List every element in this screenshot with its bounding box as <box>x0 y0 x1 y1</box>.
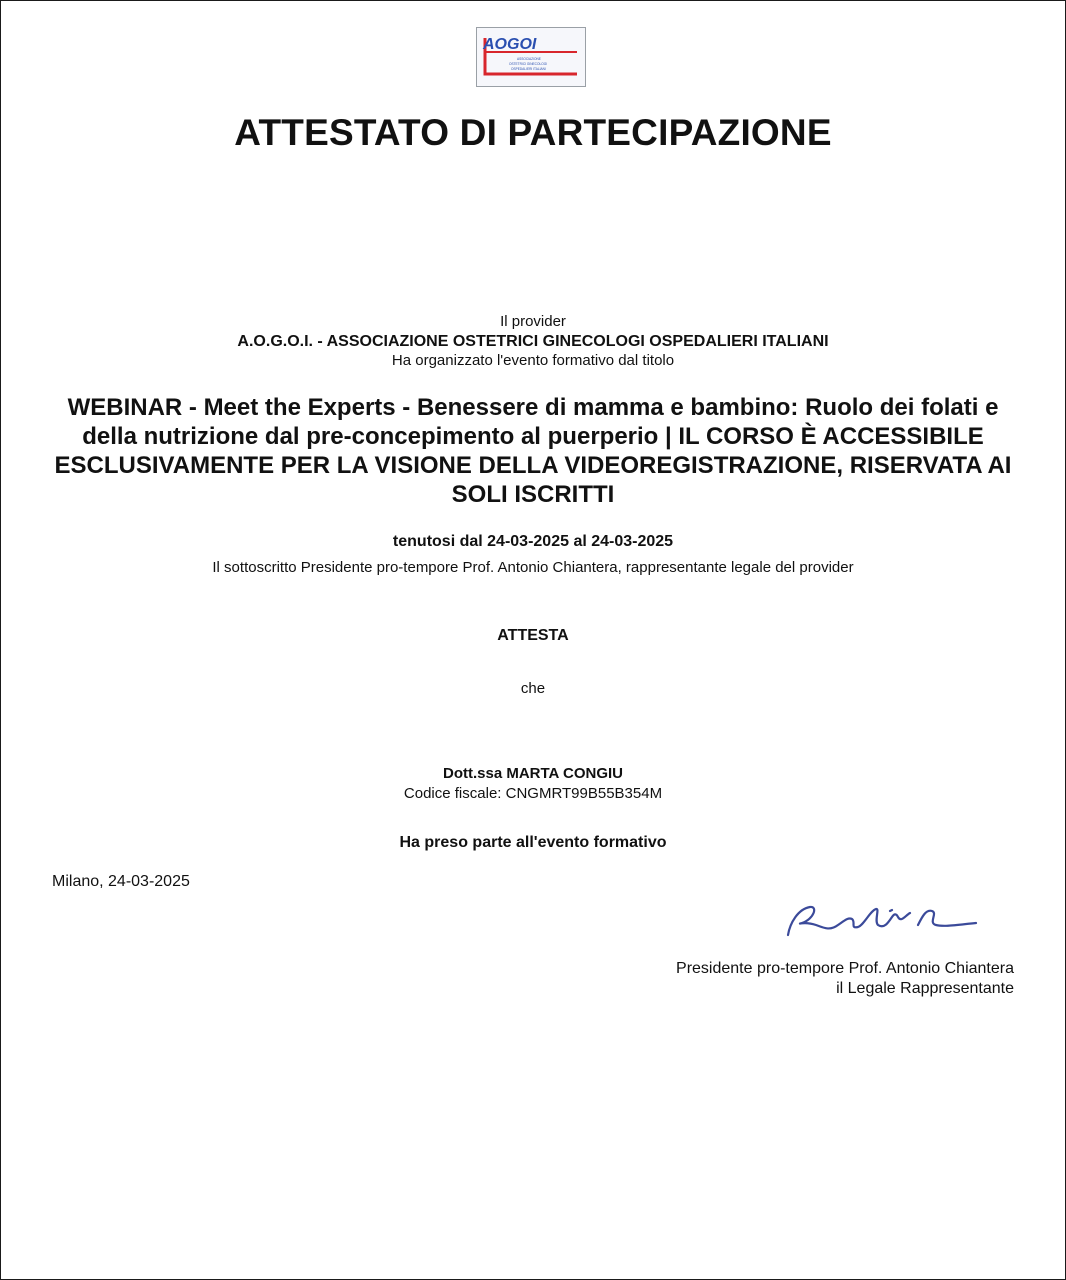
attesta-heading: ATTESTA <box>497 627 569 644</box>
event-dates: tenutosi dal 24-03-2025 al 24-03-2025 <box>392 533 674 550</box>
signer-block <box>676 959 1014 999</box>
participant-name: Dott.ssa MARTA CONGIU <box>443 765 623 782</box>
signer-role: Presidente pro-tempore Prof. Antonio Chiantera <box>676 960 1014 977</box>
logo-text: AOGOI <box>483 36 537 53</box>
provider-organized: Ha organizzato l'evento formativo dal titolo <box>391 352 675 369</box>
signer-title: il Legale Rappresentante <box>836 980 1014 997</box>
signatory-statement: Il sottoscritto Presidente pro-tempore Prof. Antonio Chiantera, rappresentante legale del provider <box>212 559 854 576</box>
certificate-title: ATTESTATO DI PARTECIPAZIONE <box>234 112 832 153</box>
svg-text:ASSOCIAZIONE: ASSOCIAZIONE <box>517 57 541 61</box>
participation-statement: Ha preso parte all'evento formativo <box>399 834 667 851</box>
fiscal-code: Codice fiscale: CNGMRT99B55B354M <box>403 785 663 802</box>
signature-image <box>760 895 1010 945</box>
place-date: Milano, 24-03-2025 <box>52 873 190 890</box>
provider-name: A.O.G.O.I. - ASSOCIAZIONE OSTETRICI GINECOLOGI OSPEDALIERI ITALIANI <box>237 333 829 350</box>
svg-text:OSPEDALIERI ITALIANI: OSPEDALIERI ITALIANI <box>511 67 546 71</box>
provider-intro: Il provider <box>500 313 566 330</box>
aogoi-logo <box>476 27 586 87</box>
svg-text:OSTETRICI GINECOLOGI: OSTETRICI GINECOLOGI <box>509 62 548 66</box>
che-text: che <box>520 680 546 697</box>
event-title: WEBINAR - Meet the Experts - Benessere di mamma e bambino: Ruolo dei folati e della nutrizione dal pre-concepimento al puerperio | IL CORSO È ACCESSIBILE ESCLUSIVAMENTE PER LA VISIONE DELLA VIDEOREGISTRAZIONE, RISERVATA AI SOLI ISCRITTI <box>54 394 1012 508</box>
aogoi-logo-graphic <box>477 28 585 86</box>
